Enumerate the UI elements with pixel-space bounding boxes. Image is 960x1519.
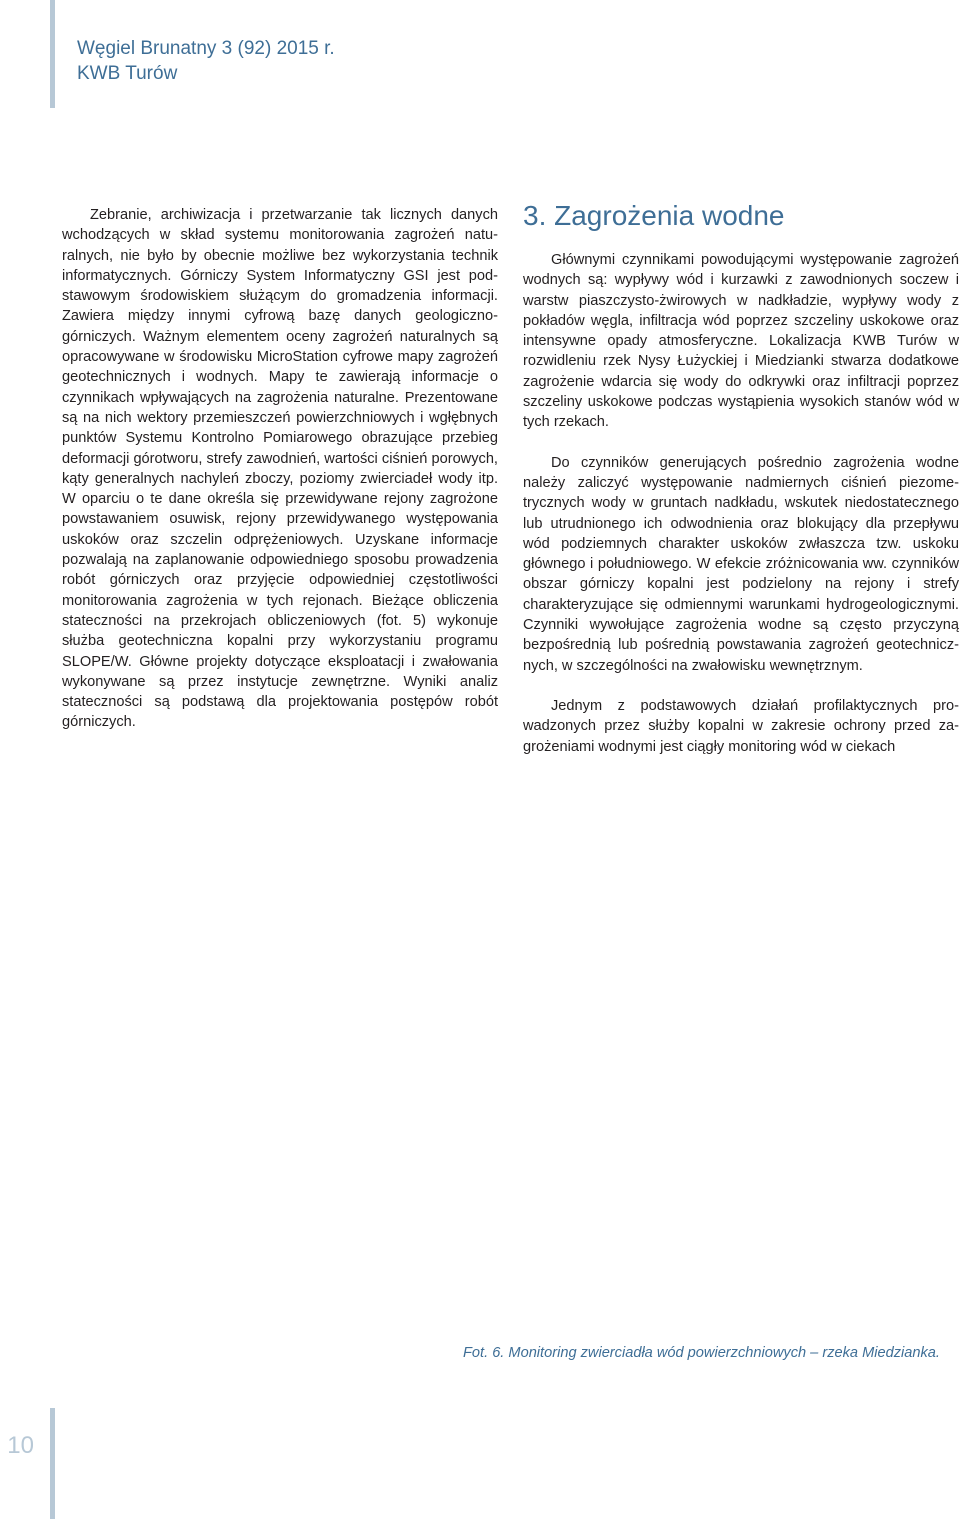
paragraph: Do czynników generujących pośrednio zagrożenia wodne należy zaliczyć występowanie nadmiernych ciśnień piezometrycznych wody w gruntach nadkładu, wskutek niedostatecznego lub utrudnionego ich odwodnienia oraz blokujący dla przepływu wód podziemnych charakter uskoków zwłaszcza tzw. uskoku głównego i południowego. W efekcie zróżnicowania ww. czynników obszar górniczy kopalni jest podzielony na rejony i strefy charakteryzujące się odmiennymi warunkami hydrogeologicznymi. Czynniki wywołujące zagrożenia wodne są często przyczyną bezpośrednią lub pośrednią powstawania zagrożeń geotechnicznych, w szczególności na zwałowisku wewnętrznym. [523,454,959,674]
header-rule [50,0,55,108]
paragraph: Głównymi czynnikami powodującymi występowanie zagrożeń wodnych są: wypływy wód i kurzawki z zawodnionych soczew i warstw piaszczysto-żwirowych w nadkładzie, wypływy wody z pokładów węgla, infiltracja wód poprzez szczeliny uskokowe oraz intensywne opady atmosferyczne. Lokalizacja KWB Turów w rozwidleniu rzek Nysy Łużyckiej i Miedzianki stwarza dodatkowe zagrożenie wdarcia się wody do odkrywki oraz infiltracji poprzez szczeliny uskokowe podczas wystąpienia wysokich stanów wód w tych rzekach. [523,252,959,431]
paragraph: Zebranie, archiwizacja i przetwarzanie tak licznych danych wchodzących w skład systemu monitorowania zagrożeń naturalnych, nie było by obecnie możliwe bez wykorzystania technik informatycznych. Górniczy System Informatyczny GSI jest podstawowym środowiskiem służącym do gromadzenia informacji. Zawiera między innymi cyfrową bazę danych geologicznogórniczych. Ważnym elementem oceny zagrożeń naturalnych są opracowywane w środowisku MicroStation cyfrowe mapy zagrożeń geotechnicznych i wodnych. Mapy te zawierają informacje o czynnikach wpływających na zagrożenia naturalne. Prezentowane są na nich wektory przemieszczeń powierzchniowych i wgłębnych punktów Systemu Kontrolno Pomiarowego obrazujące przebieg deformacji górotworu, strefy zawodnień, wartości ciśnień porowych, kąty generalnych nachyleń zboczy, poziomy zwierciadeł wody itp. W oparciu o te dane określa się przewidywane rejony zagrożone powstawaniem osuwisk, rejony przewidywanego występowania uskoków oraz szczelin odprężeniowych. Uzyskane informacje pozwalają na zaplanowanie odpowiedniego sposobu prowadzenia robót górniczych oraz przyjęcie odpowiedniej częstotliwości monitorowania zagrożenia w tych rejonach. Bieżące obliczenia stateczności na przekrojach obliczeniowych (fot. 5) wykonuje służba geotechniczna kopalni przy wykorzystaniu programu SLOPE/W. Główne projekty dotyczące eksploatacji i zwałowania wykonywane są przez instytucje zewnętrzne. Wyniki analiz stateczności są podstawą dla projektowania postępów robót górniczych. [62,207,498,731]
right-column [523,250,959,757]
page-number: 10 [7,1432,34,1459]
running-header [77,36,335,86]
company-name: KWB Turów [77,63,178,84]
footer-rule [50,1408,55,1519]
left-column [62,205,498,733]
figure-caption: Fot. 6. Monitoring zwierciadła wód powierzchniowych – rzeka Miedzianka. [463,1345,940,1361]
section-heading: 3. Zagrożenia wodne [523,200,785,231]
paragraph: Jednym z podstawowych działań profilaktycznych prowadzonych przez służby kopalni w zakresie ochrony przed zagrożeniami wodnymi jest ciągły monitoring wód w ciekach [523,697,959,755]
journal-title: Węgiel Brunatny 3 (92) 2015 r. [77,38,335,59]
